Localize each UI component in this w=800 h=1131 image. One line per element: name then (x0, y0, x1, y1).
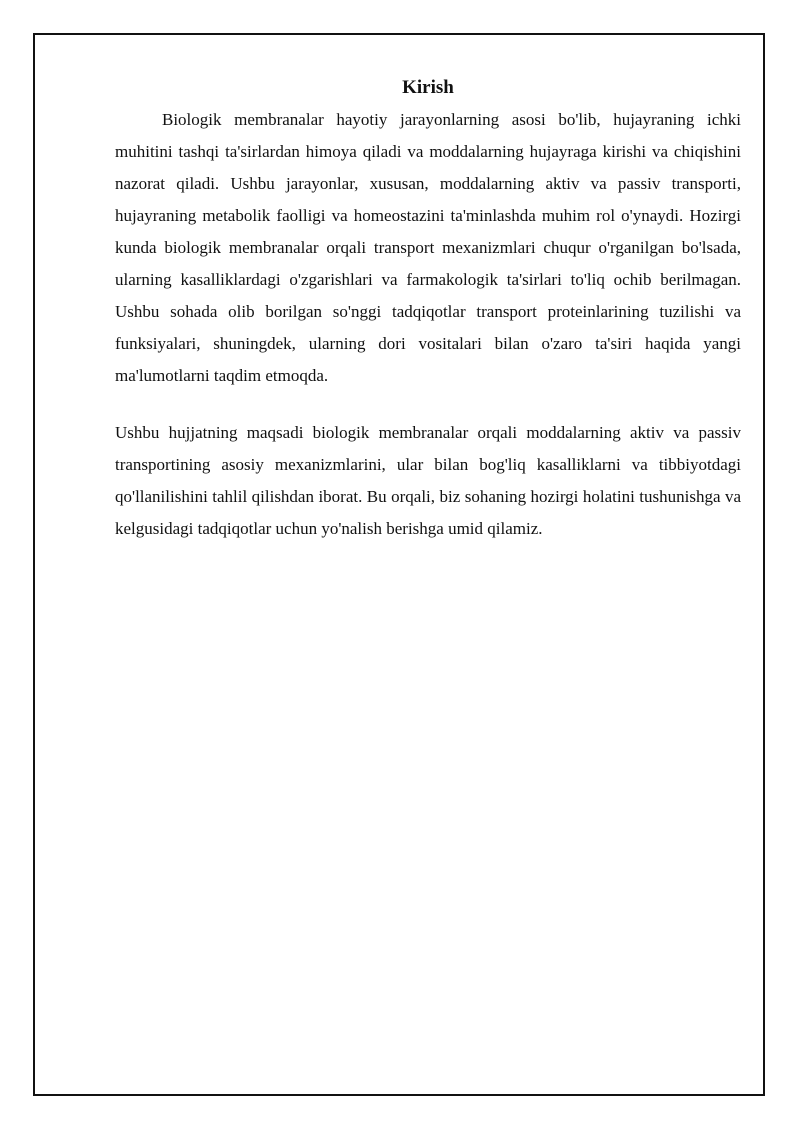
paragraph-intro: Biologik membranalar hayotiy jarayonlarning asosi bo'lib, hujayraning ichki muhitini tashqi ta'sirlardan himoya qiladi va moddalarning hujayraga kirishi va chiqishini nazorat qiladi. Ushbu jarayonlar, xususan, moddalarning aktiv va passiv transporti, hujayraning metabolik faolligi va homeostazini ta'minlashda muhim rol o'ynaydi. Hozirgi kunda biologik membranalar orqali transport mexanizmlari chuqur o'rganilgan bo'lsada, ularning kasalliklardagi o'zgarishlari va farmakologik ta'sirlari to'liq ochib berilmagan. Ushbu sohada olib borilgan so'nggi tadqiqotlar transport proteinlarining tuzilishi va funksiyalari, shuningdek, ularning dori vositalari bilan o'zaro ta'siri haqida yangi ma'lumotlarni taqdim etmoqda. (115, 110, 741, 385)
paragraph-purpose: Ushbu hujjatning maqsadi biologik membranalar orqali moddalarning aktiv va passiv transportining asosiy mexanizmlarini, ular bilan bog'liq kasalliklarni va tibbiyotdagi qo'llanilishini tahlil qilishdan iborat. Bu orqali, biz sohaning hozirgi holatini tushunishga va kelgusidagi tadqiqotlar uchun yo'nalish berishga umid qilamiz. (115, 423, 741, 538)
document-title: Kirish (402, 77, 454, 98)
document-body (115, 76, 741, 545)
